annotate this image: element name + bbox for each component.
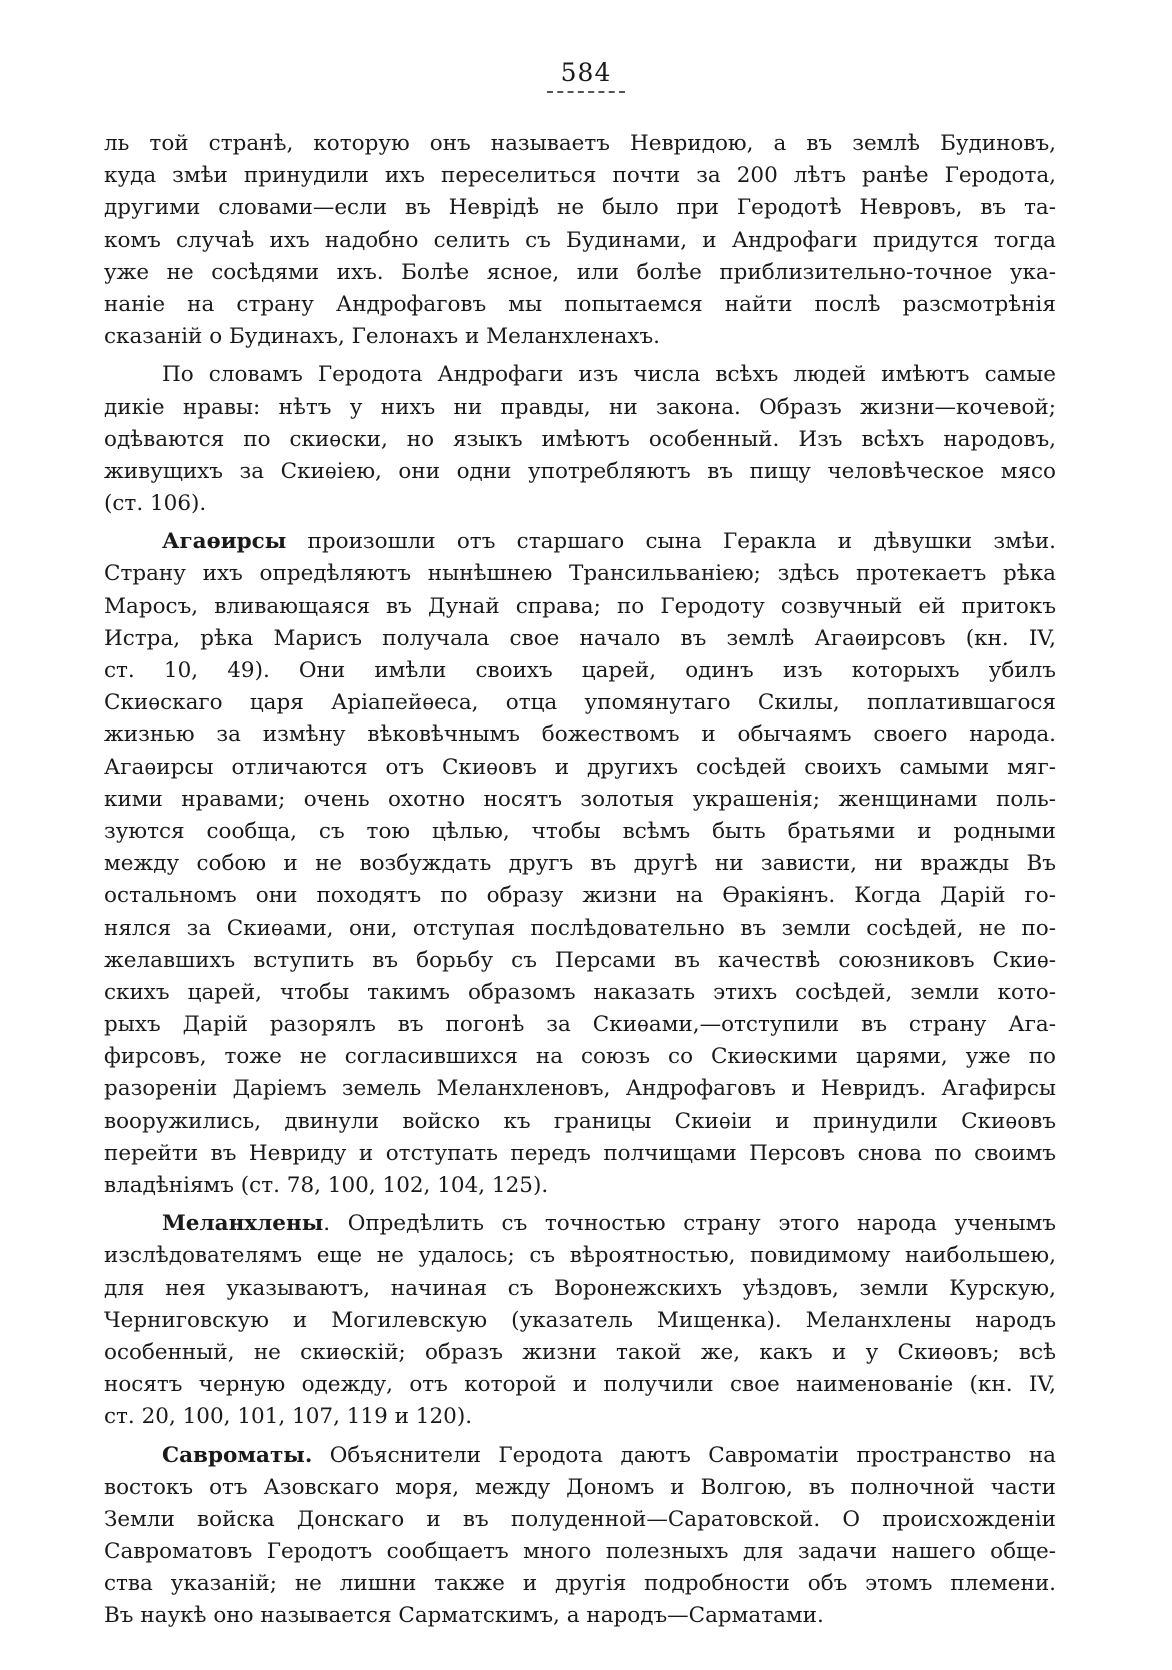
line-text: носятъ черную одежду, отъ которой и получили свое наименованіе (кн. IV, xyxy=(104,1372,1056,1398)
line-text: Страну ихъ опредѣляютъ нынѣшнею Трансильваніею; здѣсь протекаетъ рѣка xyxy=(104,561,1056,587)
line-text: жизнью за измѣну вѣковѣчнымъ божествомъ и обычаямъ своего народа. xyxy=(104,722,1056,748)
line-text: фирсовъ, тоже не согласившихся на союзъ со Скиѳскими царями, уже по xyxy=(104,1044,1056,1070)
line-text: рыхъ Дарій разорялъ въ погонѣ за Скиѳами,—отступили въ страну Ага- xyxy=(104,1012,1056,1038)
text-line xyxy=(104,257,1056,289)
line-text: перейти въ Невриду и отступать передъ полчищами Персовъ снова по своимъ xyxy=(104,1140,1056,1166)
paragraph xyxy=(104,128,1056,353)
line-text: между собою и не возбуждать другъ въ другѣ ни зависти, ни вражды Въ xyxy=(104,851,1056,877)
line-text: Маросъ, вливающаяся въ Дунай справа; по Геродоту созвучный ей притокъ xyxy=(104,593,1056,619)
text-line xyxy=(104,321,1056,353)
text-line xyxy=(104,945,1056,977)
text-line xyxy=(104,1170,1056,1202)
text-line xyxy=(104,784,1056,816)
line-text: ст. 10, 49). Они имѣли своихъ царей, одинъ изъ которыхъ убилъ xyxy=(104,658,1056,683)
line-text: Скиѳскаго царя Аріапейѳеса, отца упомянутаго Скилы, поплатившагося xyxy=(104,690,1056,716)
line-text: остальномъ они походятъ по образу жизни на Ѳракіянъ. Когда Дарій го- xyxy=(104,883,1056,909)
line-text: вооружились, двинули войско къ границы Скиѳіи и принудили Скиѳовъ xyxy=(104,1108,1056,1134)
text-line xyxy=(104,719,1056,751)
text-line xyxy=(104,1041,1056,1073)
line-text: нялся за Скиѳами, они, отступая послѣдовательно въ земли сосѣдей, не по- xyxy=(104,915,1056,941)
line-text: сказаній о Будинахъ, Гелонахъ и Меланхленахъ. xyxy=(104,324,660,350)
text-line xyxy=(104,1138,1056,1170)
text-line xyxy=(104,392,1056,424)
line-text: Истра, рѣка Марисъ получала свое начало въ землѣ Агаѳирсовъ (кн. IV, xyxy=(104,625,1056,651)
line-text: для нея указываютъ, начиная съ Воронежскихъ уѣздовъ, земли Курскую, xyxy=(104,1275,1056,1301)
line-text: востокъ отъ Азовскаго моря, между Дономъ и Волгою, въ полночной части xyxy=(104,1474,1056,1500)
line-text: ст. 20, 100, 101, 107, 119 и 120). xyxy=(104,1404,473,1430)
line-text: ль той странѣ, которую онъ называетъ Невридою, а въ землѣ Будиновъ, xyxy=(104,131,1056,156)
line-text: владѣніямъ (ст. 78, 100, 102, 104, 125). xyxy=(104,1173,549,1198)
text-line xyxy=(104,591,1056,623)
text-line xyxy=(104,1440,1056,1472)
section-term: Савроматы. xyxy=(162,1442,313,1468)
text-line xyxy=(104,128,1056,160)
line-text: Савроматовъ Геродотъ сообщаетъ много полезныхъ для задачи нашего обще- xyxy=(104,1539,1056,1565)
text-line xyxy=(104,913,1056,945)
section-term: Меланхлены xyxy=(162,1211,324,1237)
line-text: Черниговскую и Могилевскую (указатель Мищенка). Меланхлены народъ xyxy=(104,1307,1056,1333)
line-text: изслѣдователямъ еще не удалось; съ вѣроятностью, повидимому наибольшею, xyxy=(104,1243,1056,1269)
text-line xyxy=(104,977,1056,1009)
line-text: (ст. 106). xyxy=(104,491,207,517)
text-line xyxy=(104,848,1056,880)
text-line xyxy=(104,160,1056,192)
text-line xyxy=(104,1208,1056,1240)
text-line xyxy=(104,225,1056,257)
text-line xyxy=(104,1106,1056,1138)
line-text: желавшихъ вступить въ борьбу съ Персами въ качествѣ союзниковъ Скиѳ- xyxy=(104,947,1056,973)
line-text: разореніи Даріемъ земель Меланхленовъ, Андрофаговъ и Невридъ. Агафирсы xyxy=(104,1076,1056,1102)
text-line xyxy=(104,526,1056,558)
text-line xyxy=(104,1009,1056,1041)
text-line xyxy=(104,1337,1056,1369)
text-line xyxy=(104,752,1056,784)
text-line xyxy=(104,1273,1056,1305)
line-text: Агаѳирсы отличаются отъ Скиѳовъ и другихъ сосѣдей своихъ самыми мяг- xyxy=(104,754,1056,780)
text-line xyxy=(104,456,1056,488)
line-text: Земли войска Донскаго и въ полуденной—Саратовской. О происхожденіи xyxy=(104,1506,1056,1532)
text-line xyxy=(104,816,1056,848)
paragraph xyxy=(104,1440,1056,1633)
body-text xyxy=(104,128,1056,1633)
page-number: 584 xyxy=(547,58,626,93)
text-line xyxy=(104,558,1056,590)
text-line xyxy=(104,488,1056,520)
line-text: другими словами—если въ Неврідѣ не было при Геродотѣ Невровъ, въ та- xyxy=(104,195,1056,221)
text-line xyxy=(104,1568,1056,1600)
line-text: одѣваются по скиѳски, но языкъ имѣютъ особенный. Изъ всѣхъ народовъ, xyxy=(104,426,1056,452)
line-text: произошли отъ старшаго сына Геракла и дѣвушки змѣи. xyxy=(286,529,1056,555)
text-line xyxy=(104,1504,1056,1536)
text-line xyxy=(104,424,1056,456)
line-text: кими нравами; очень охотно носятъ золотыя украшенія; женщинами поль- xyxy=(104,786,1056,812)
line-text: особенный, не скиѳскій; образъ жизни такой же, какъ и у Скиѳовъ; всѣ xyxy=(104,1339,1056,1365)
paragraph xyxy=(104,526,1056,1202)
text-line xyxy=(104,880,1056,912)
line-text: зуются сообща, съ тою цѣлью, чтобы всѣмъ быть братьями и родными xyxy=(104,818,1056,844)
text-line xyxy=(104,655,1056,687)
text-line xyxy=(104,623,1056,655)
text-line xyxy=(104,687,1056,719)
text-line xyxy=(104,359,1056,391)
line-text: комъ случаѣ ихъ надобно селить съ Будинами, и Андрофаги придутся тогда xyxy=(104,227,1056,253)
line-text: ства указаній; не лишни также и другія подробности объ этомъ племени. xyxy=(104,1571,1056,1597)
paragraph xyxy=(104,359,1056,520)
text-line xyxy=(104,1536,1056,1568)
text-line xyxy=(104,1369,1056,1401)
section-term: Агаѳирсы xyxy=(162,529,287,555)
line-text: По словамъ Геродота Андрофаги изъ числа всѣхъ людей имѣютъ самые xyxy=(162,362,1056,388)
line-text: скихъ царей, чтобы такимъ образомъ наказать этихъ сосѣдей, земли кото- xyxy=(104,979,1056,1005)
text-line xyxy=(104,1073,1056,1105)
line-text: куда змѣи принудили ихъ переселиться почти за 200 лѣтъ ранѣе Геродота, xyxy=(104,163,1056,189)
page-header xyxy=(0,58,1172,93)
text-line xyxy=(104,1600,1056,1632)
line-text: . Опредѣлить съ точностью страну этого народа ученымъ xyxy=(323,1211,1056,1237)
text-line xyxy=(104,289,1056,321)
line-text: дикіе нравы: нѣтъ у нихъ ни правды, ни закона. Образъ жизни—кочевой; xyxy=(104,394,1056,420)
paragraph xyxy=(104,1208,1056,1433)
line-text: наніе на страну Андрофаговъ мы попытаемся найти послѣ разсмотрѣнія xyxy=(104,291,1056,317)
text-line xyxy=(104,1472,1056,1504)
text-line xyxy=(104,1401,1056,1433)
text-line xyxy=(104,1240,1056,1272)
text-line xyxy=(104,192,1056,224)
text-line xyxy=(104,1305,1056,1337)
line-text: Объяснители Геродота даютъ Савроматіи пространство на xyxy=(312,1442,1056,1468)
line-text: живущихъ за Скиѳіею, они одни употребляютъ въ пищу человѣческое мясо xyxy=(104,458,1056,484)
line-text: уже не сосѣдями ихъ. Болѣе ясное, или болѣе приблизительно-точное ука- xyxy=(104,259,1056,285)
line-text: Въ наукѣ оно называется Сарматскимъ, а народъ—Сарматами. xyxy=(104,1603,824,1629)
